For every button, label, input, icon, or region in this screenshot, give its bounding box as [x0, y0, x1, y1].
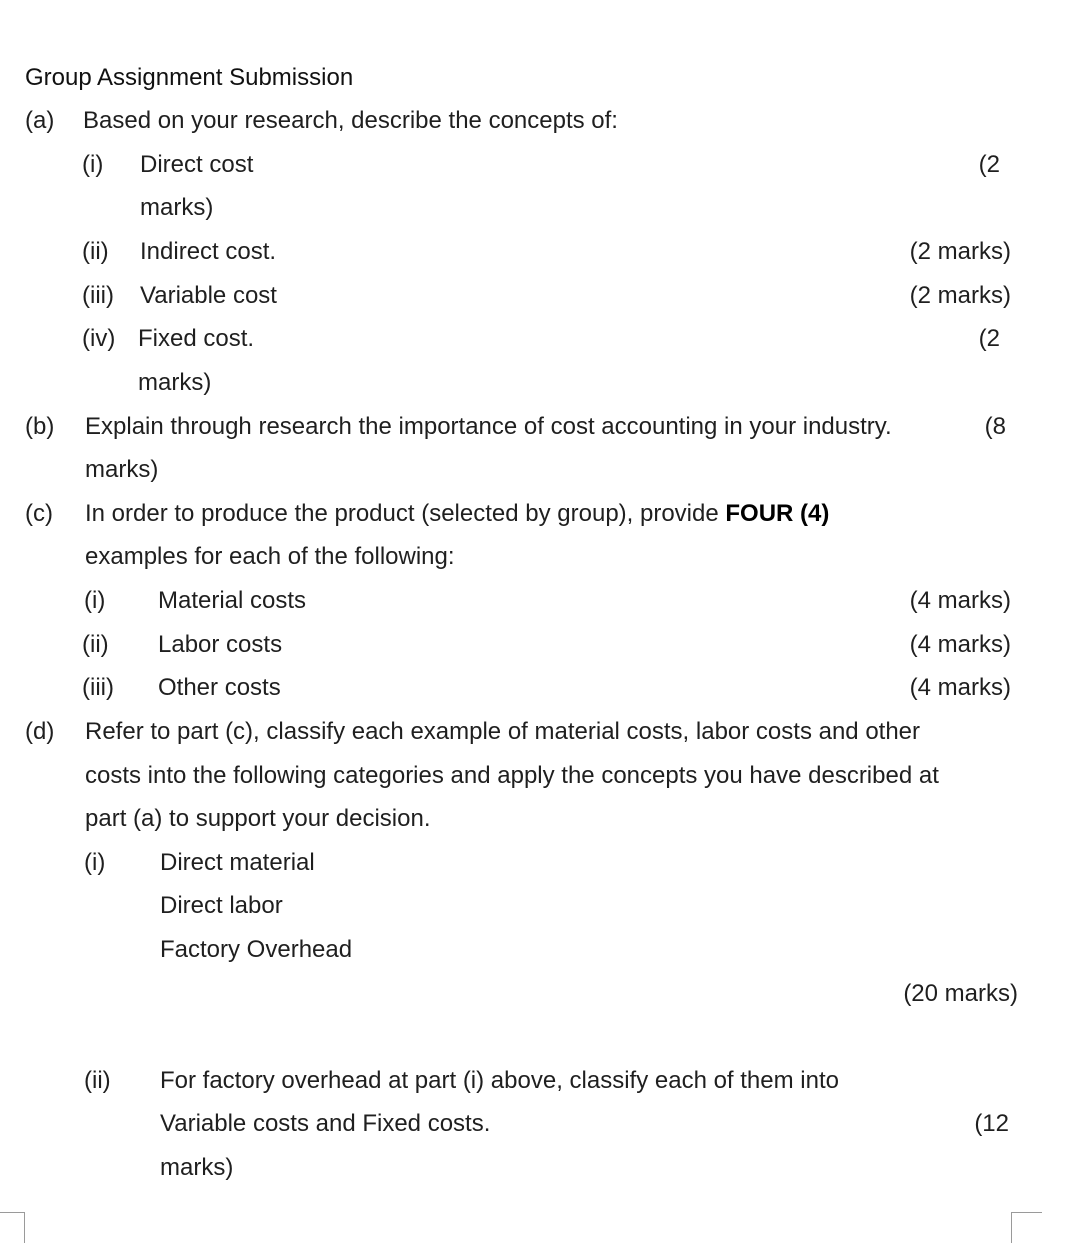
- question-d-line2: costs into the following categories and apply the concepts you have described at: [85, 762, 939, 789]
- question-d-line1: Refer to part (c), classify each example of material costs, labor costs and other: [85, 718, 921, 745]
- c-i-text: Material costs: [158, 587, 307, 614]
- question-c-text: In order to produce the product (selected by group), provide: [85, 500, 719, 527]
- question-b-marks: (8: [984, 413, 1006, 440]
- c-iii-marks: (4 marks): [909, 674, 1011, 701]
- c-iii-text: Other costs: [158, 674, 281, 701]
- c-ii-text: Labor costs: [158, 631, 283, 658]
- a-iv-marks-cont: marks): [138, 369, 212, 396]
- question-c-bold: FOUR (4): [725, 500, 830, 527]
- page-title: Group Assignment Submission: [25, 64, 354, 91]
- crop-mark-left: [0, 1212, 25, 1243]
- a-iii-text: Variable cost: [140, 282, 277, 309]
- question-d-label: (d): [25, 718, 55, 745]
- d-ii-line1: For factory overhead at part (i) above, classify each of them into: [160, 1067, 839, 1094]
- a-ii-text: Indirect cost.: [140, 238, 277, 265]
- a-i-num: (i): [82, 151, 104, 178]
- a-iv-text: Fixed cost.: [138, 325, 255, 352]
- d-i-marks: (20 marks): [903, 980, 1018, 1007]
- question-b-marks-cont: marks): [85, 456, 159, 483]
- question-b-label: (b): [25, 413, 55, 440]
- question-b-text: Explain through research the importance of cost accounting in your industry.: [85, 413, 892, 440]
- a-iv-num: (iv): [82, 325, 116, 352]
- d-i-num: (i): [84, 849, 106, 876]
- a-iii-num: (iii): [82, 282, 114, 309]
- a-i-marks-cont: marks): [140, 194, 214, 221]
- question-c-line2: examples for each of the following:: [85, 543, 455, 570]
- question-a-text: Based on your research, describe the concepts of:: [83, 107, 618, 134]
- question-a-label: (a): [25, 107, 55, 134]
- d-i-direct-material: Direct material: [160, 849, 315, 876]
- d-i-factory-overhead: Factory Overhead: [160, 936, 353, 963]
- c-iii-num: (iii): [82, 674, 114, 701]
- d-i-direct-labor: Direct labor: [160, 892, 283, 919]
- a-iv-marks: (2: [978, 325, 1000, 352]
- a-i-marks: (2: [978, 151, 1000, 178]
- question-c-line1: [85, 502, 829, 526]
- d-ii-marks: (12: [974, 1110, 1009, 1137]
- question-c-label: (c): [25, 500, 53, 527]
- c-ii-marks: (4 marks): [909, 631, 1011, 658]
- a-iii-marks: (2 marks): [909, 282, 1011, 309]
- c-ii-num: (ii): [82, 631, 109, 658]
- a-ii-marks: (2 marks): [909, 238, 1011, 265]
- c-i-num: (i): [84, 587, 106, 614]
- d-ii-line2: Variable costs and Fixed costs.: [160, 1110, 491, 1137]
- crop-mark-right: [1011, 1212, 1042, 1243]
- a-i-text: Direct cost: [140, 151, 254, 178]
- c-i-marks: (4 marks): [909, 587, 1011, 614]
- question-d-line3: part (a) to support your decision.: [85, 805, 431, 832]
- a-ii-num: (ii): [82, 238, 109, 265]
- d-ii-marks-cont: marks): [160, 1154, 234, 1181]
- d-ii-num: (ii): [84, 1067, 111, 1094]
